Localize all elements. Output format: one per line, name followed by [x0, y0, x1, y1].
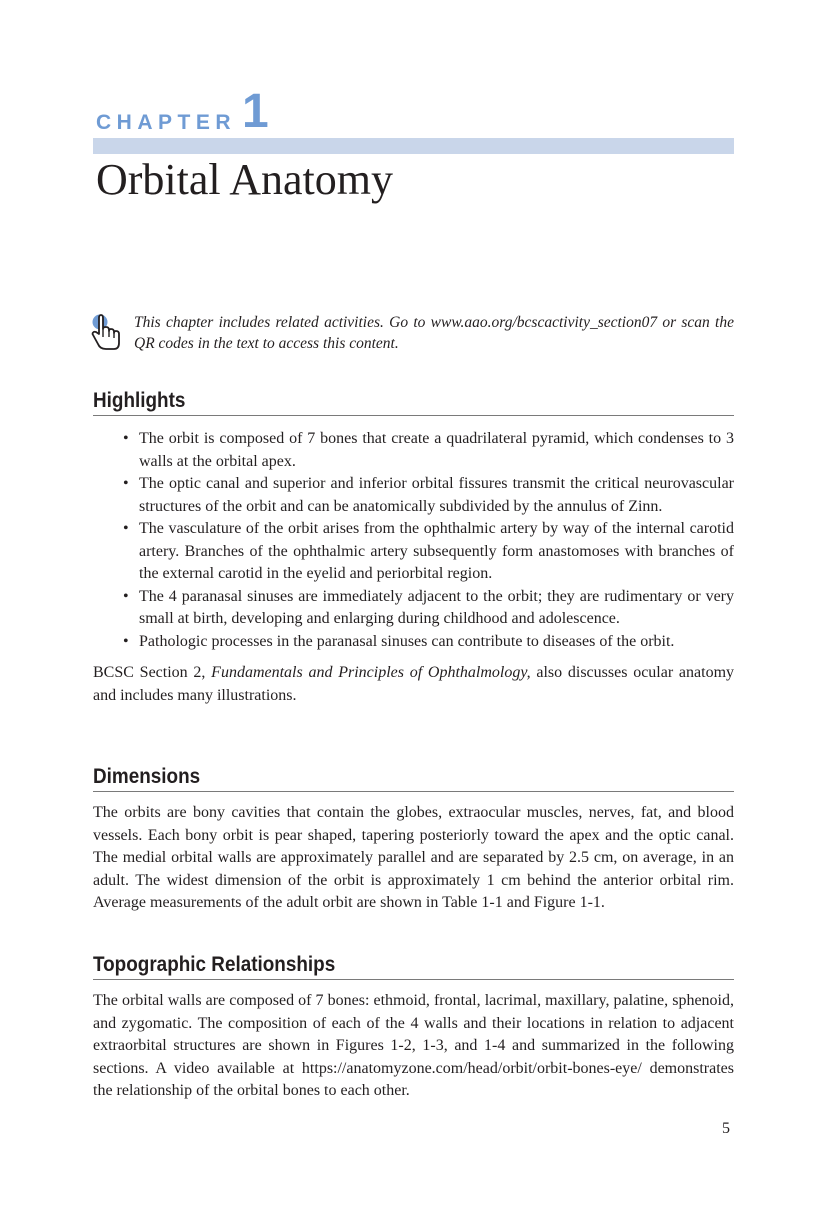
topographic-section: [93, 952, 734, 1103]
dimensions-heading: Dimensions: [93, 765, 201, 788]
list-item: • The vasculature of the orbit arises from the ophthalmic artery by way of the internal carotid artery. Branches of the ophthalmic artery subsequently form anastomoses with branches of the external carotid in the eyelid and periorbital region.: [123, 520, 734, 582]
topographic-paragraph: The orbital walls are composed of 7 bones: ethmoid, frontal, lacrimal, maxillary, palatine, sphenoid, and zygomatic. The composition of each of the 4 walls and their locations in relation to adjacent extraorbital structures are shown in Figures 1-2, 1-3, and 1-4 and summarized in the following sections. A video available at https://anatomyzone.com/head/orbit/orbit-bones-eye/ demonstrates the relationship of the orbital bones to each other.: [93, 992, 734, 1099]
dimensions-heading-rule: [93, 764, 734, 792]
list-item: • The optic canal and superior and inferior orbital fissures transmit the critical neurovascular structures of the orbit and can be anatomically subdivided by the annulus of Zinn.: [123, 475, 734, 515]
chapter-number: 1: [242, 85, 269, 138]
pointing-hand-icon: [90, 312, 124, 354]
list-item: • The orbit is composed of 7 bones that create a quadrilateral pyramid, which condenses to 3 walls at the orbital apex.: [123, 430, 734, 470]
dimensions-paragraph: The orbits are bony cavities that contain the globes, extraocular muscles, nerves, fat, and blood vessels. Each bony orbit is pear shaped, tapering posteriorly toward the apex and the optic canal. The medial orbital walls are approximately parallel and are separated by 2.5 cm, on average, in an adult. The widest dimension of the orbit is approximately 1 cm behind the anterior orbital rim. Average measurements of the adult orbit are shown in Table 1-1 and Figure 1-1.: [93, 804, 734, 911]
crossref-paragraph: BCSC Section 2, Fundamentals and Principles of Ophthalmology, also discusses ocular anatomy and includes many illustrations.: [93, 664, 735, 704]
crossref-book-title: Fundamentals and Principles of Ophthalmology,: [211, 664, 531, 681]
highlights-list: [93, 428, 734, 653]
dimensions-section: [93, 764, 734, 915]
activity-note: [90, 312, 734, 354]
activity-text: This chapter includes related activities. Go to www.aao.org/bcscactivity_section07 or scan the QR codes in the text to access this content.: [134, 314, 734, 352]
page-number: 5: [722, 1120, 730, 1137]
highlights-heading-rule: [93, 388, 734, 416]
title-bar: [93, 138, 734, 154]
topographic-heading-rule: [93, 952, 734, 980]
list-item: • Pathologic processes in the paranasal sinuses can contribute to diseases of the orbit.: [123, 632, 675, 650]
chapter-title: Orbital Anatomy: [96, 155, 393, 204]
chapter-label: [96, 85, 269, 138]
list-item: • The 4 paranasal sinuses are immediately adjacent to the orbit; they are rudimentary or very small at birth, developing and enlarging during childhood and adolescence.: [123, 587, 734, 627]
chapter-word: CHAPTER: [96, 111, 237, 134]
topographic-heading: Topographic Relationships: [93, 953, 336, 976]
highlights-section: [93, 388, 734, 707]
highlights-heading: Highlights: [93, 389, 186, 412]
